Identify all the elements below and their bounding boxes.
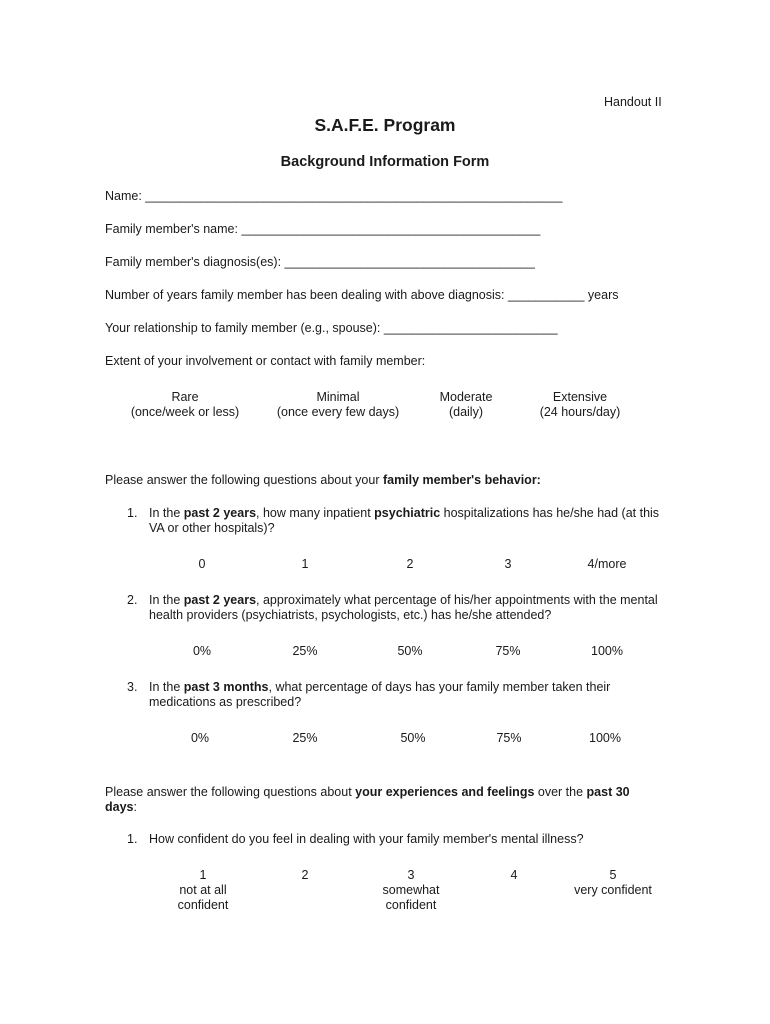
involvement-question: Extent of your involvement or contact with family member: [105,354,426,368]
q2-option[interactable]: 100% [591,644,623,658]
q3-option[interactable]: 25% [292,731,318,745]
behavior-question-3: 3. In the past 3 months, what percentage of days has your family member taken their medications as prescribed? [127,680,611,709]
years-field[interactable]: Number of years family member has been dealing with above diagnosis: ___________ years [105,288,619,302]
handout-label: Handout II [604,95,662,109]
page-title: S.A.F.E. Program [314,115,456,135]
q2-option[interactable]: 25% [292,644,318,658]
q2-option[interactable]: 0% [192,644,212,658]
q3-option[interactable]: 100% [589,731,621,745]
q2-option[interactable]: 50% [397,644,423,658]
confidence-option-3[interactable]: 3 somewhat confident [382,868,440,912]
name-field[interactable]: Name: ____________________________________________________________ [105,189,563,203]
q3-option[interactable]: 50% [400,731,426,745]
q1-option[interactable]: 2 [406,557,414,571]
behavior-question-2: 2. In the past 2 years, approximately what percentage of his/her appointments with the mental health providers (psychiatrists, psychologists, etc.) has he/she attended? [127,593,658,622]
option-label: Rare [171,390,199,404]
confidence-option-2[interactable]: 2 [301,868,309,882]
option-sub: (once/week or less) [130,405,240,419]
confidence-option-1[interactable]: 1 not at all confident [177,868,229,912]
relationship-field[interactable]: Your relationship to family member (e.g., spouse): _________________________ [105,321,558,335]
question-number: 1. [127,506,138,520]
form-subtitle: Background Information Form [280,154,490,170]
involvement-option-rare[interactable] [115,390,255,420]
q3-option[interactable]: 75% [496,731,522,745]
option-label: Moderate [439,390,493,404]
option-sub: (once every few days) [276,405,400,419]
q1-option[interactable]: 0 [198,557,206,571]
option-label: Minimal [316,390,360,404]
q1-option[interactable]: 1 [301,557,309,571]
behavior-intro: Please answer the following questions about your family member's behavior: [105,473,541,487]
question-number: 1. [127,832,138,846]
confidence-option-5[interactable]: 5 very confident [574,868,652,897]
confidence-option-4[interactable]: 4 [510,868,518,882]
option-sub: (24 hours/day) [539,405,621,419]
question-number: 2. [127,593,138,607]
involvement-option-minimal[interactable] [268,390,408,420]
option-sub: (daily) [448,405,484,419]
q1-option[interactable]: 4/more [587,557,627,571]
behavior-question-1: 1. In the past 2 years, how many inpatient psychiatric hospitalizations has he/she had (at this VA or other hospitals)? [127,506,660,535]
option-label: Extensive [552,390,608,404]
q2-option[interactable]: 75% [495,644,521,658]
involvement-option-moderate[interactable] [416,390,516,420]
involvement-option-extensive[interactable] [520,390,640,420]
experience-intro: Please answer the following questions about your experiences and feelings over the past 30 days: [105,785,630,814]
experience-question-1: 1. How confident do you feel in dealing with your family member's mental illness? [127,832,584,846]
family-name-field[interactable]: Family member's name: ___________________________________________ [105,222,541,236]
question-number: 3. [127,680,138,694]
diagnosis-field[interactable]: Family member's diagnosis(es): ____________________________________ [105,255,535,269]
q1-option[interactable]: 3 [504,557,512,571]
q3-option[interactable]: 0% [190,731,210,745]
